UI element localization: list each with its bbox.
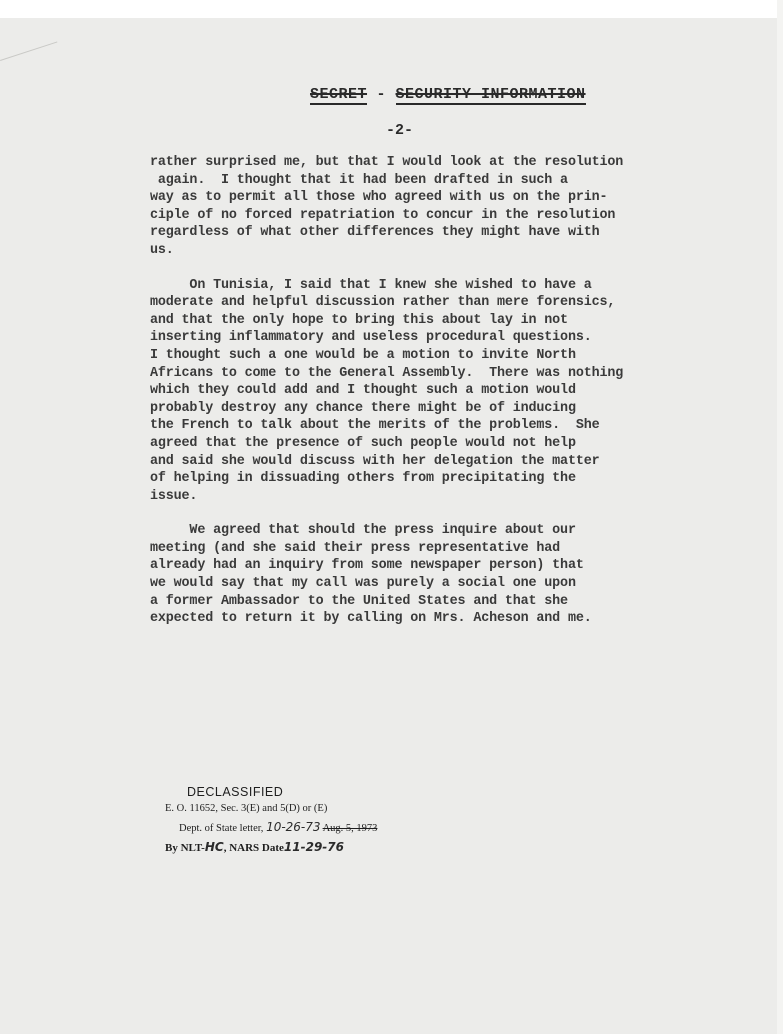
text-line: and said she would discuss with her delegation the matter [150, 453, 600, 469]
text-line: us. [150, 242, 174, 258]
stamp-nars-handwritten-date: 11-29-76 [283, 840, 344, 854]
text-line: we would say that my call was purely a social one upon [150, 576, 576, 592]
scan-top-margin [0, 0, 783, 18]
text-line: meeting (and she said their press representative had [150, 540, 561, 556]
text-line: regardless of what other differences they might have with [150, 225, 600, 241]
text-line: agreed that the presence of such people would not help [150, 435, 576, 451]
declassification-stamp [165, 785, 425, 858]
stamp-title: DECLASSIFIED [187, 785, 284, 799]
text-line: Africans to come to the General Assembly. There was nothing [150, 365, 624, 381]
stamp-dept-struck-date: Aug. 5, 1973 [322, 823, 378, 834]
text-line: way as to permit all those who agreed with us on the prin- [150, 190, 608, 206]
classification-dash: - [367, 86, 396, 103]
text-line: rather surprised me, but that I would look at the resolution [150, 155, 624, 170]
text-line: issue. [150, 488, 198, 504]
paragraph-resolution [150, 154, 750, 260]
text-line: We agreed that should the press inquire about our [150, 523, 576, 539]
stamp-dept-prefix: Dept. of State letter, [179, 823, 267, 834]
paragraph-press [150, 522, 750, 628]
text-line: the French to talk about the merits of the problems. She [150, 418, 600, 434]
stamp-eo-line: E. O. 11652, Sec. 3(E) and 5(D) or (E) [165, 803, 328, 814]
stamp-by-line [165, 838, 425, 858]
text-line: I thought such a one would be a motion to invite North [150, 347, 576, 363]
classification-secret-struck: SECRET [310, 86, 368, 103]
paragraph-tunisia [150, 277, 750, 506]
text-line: expected to return it by calling on Mrs. Acheson and me. [150, 611, 592, 627]
text-line: of helping in dissuading others from precipitating the [150, 471, 576, 487]
text-line: probably destroy any chance there might be of inducing [150, 400, 576, 416]
text-line: again. I thought that it had been drafted in such a [150, 172, 568, 188]
stamp-dept-line [179, 818, 425, 838]
stamp-nars-prefix: , NARS Date [223, 842, 284, 854]
text-line: inserting inflammatory and useless procedural questions. [150, 330, 592, 346]
text-line: ciple of no forced repatriation to concur in the resolution [150, 207, 616, 223]
text-line: On Tunisia, I said that I knew she wished to have a [150, 277, 592, 293]
text-line: and that the only hope to bring this about lay in not [150, 312, 568, 328]
stamp-by-prefix: By NLT- [165, 842, 205, 854]
scan-right-margin [777, 0, 783, 1034]
memo-body [150, 154, 750, 645]
classification-marking [310, 86, 586, 103]
text-line: already had an inquiry from some newspaper person) that [150, 558, 584, 574]
stamp-by-handwritten: HC [204, 840, 224, 854]
page-number: -2- [386, 122, 414, 139]
classification-security-information-struck: SECURITY INFORMATION [395, 86, 586, 103]
text-line: which they could add and I thought such a motion would [150, 383, 576, 399]
stamp-dept-handwritten-date: 10-26-73 [266, 820, 321, 834]
paper-crease [0, 41, 70, 99]
text-line: moderate and helpful discussion rather than mere forensics, [150, 295, 616, 311]
text-line: a former Ambassador to the United States and that she [150, 593, 568, 609]
